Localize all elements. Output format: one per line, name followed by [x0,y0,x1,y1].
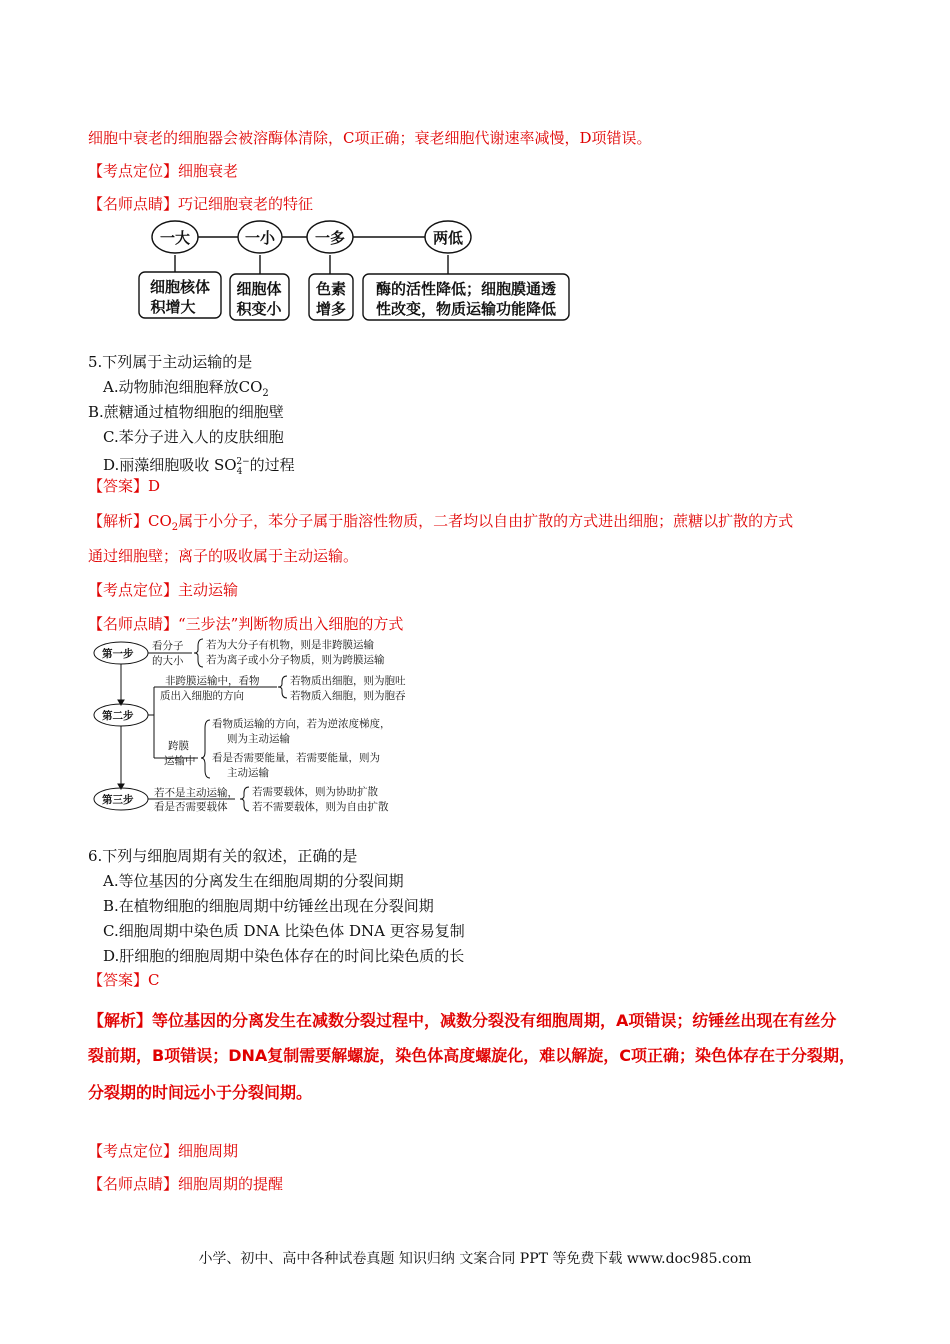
q5-option-c: C.苯分子进入人的皮肤细胞 [103,428,284,446]
svg-text:若物质出细胞，则为胞吐: 若物质出细胞，则为胞吐 [290,675,406,687]
box-cell-line1: 细胞体 [236,280,282,298]
svg-text:若为离子或小分子物质，则为跨膜运输: 若为离子或小分子物质，则为跨膜运输 [206,654,385,666]
q5-mingshi: 【名师点睛】“三步法”判断物质出入细胞的方式 [88,615,404,633]
svg-text:若不需要载体，则为自由扩散: 若不需要载体，则为自由扩散 [252,801,389,813]
step1-label: 第一步 [102,648,134,660]
q5-option-d: D.丽藻细胞吸收 $SO_4^{2-}$的过程 [103,456,295,477]
node-yiduo: 一多 [314,229,346,247]
q6-option-b: B.在植物细胞的细胞周期中纺锤丝出现在分裂间期 [103,897,434,915]
svg-text:看是否需要载体: 看是否需要载体 [154,801,228,813]
svg-text:则为主动运输: 则为主动运输 [227,733,290,745]
svg-text:运输中: 运输中 [164,755,196,767]
box-enzyme-line1: 酶的活性降低；细胞膜通透 [375,280,557,298]
box-nucleus-line2: 积增大 [150,298,196,316]
q6-stem: 6.下列与细胞周期有关的叙述，正确的是 [88,847,358,865]
svg-text:非跨膜运输中，看物: 非跨膜运输中，看物 [165,675,260,687]
step3-label: 第三步 [102,794,134,806]
node-yixiao: 一小 [244,229,276,247]
svg-text:看分子: 看分子 [152,640,184,652]
node-liangdi: 两低 [432,229,464,247]
q6-analysis-line3: 分裂期的时间远小于分裂间期。 [88,1083,313,1102]
analysis-continuation: 细胞中衰老的细胞器会被溶酶体清除，C项正确；衰老细胞代谢速率减慢，D项错误。 [88,129,652,147]
q5-stem: 5.下列属于主动运输的是 [88,353,253,371]
svg-text:若为大分子有机物，则是非跨膜运输: 若为大分子有机物，则是非跨膜运输 [206,639,374,651]
box-cell-line2: 积变小 [236,300,282,318]
three-step-diagram [90,636,440,816]
svg-text:若需要载体，则为协助扩散: 若需要载体，则为协助扩散 [252,786,378,798]
svg-text:若物质入细胞，则为胞吞: 若物质入细胞，则为胞吞 [290,690,406,702]
aging-features-diagram [135,218,580,326]
box-nucleus-line1: 细胞核体 [149,278,211,296]
kaodian-label: 【考点定位】细胞衰老 [88,162,239,180]
mingshi-label: 【名师点睛】巧记细胞衰老的特征 [88,195,314,213]
page-footer: 小学、初中、高中各种试卷真题 知识归纳 文案合同 PPT 等免费下载 www.doc985.com [198,1251,752,1267]
svg-text:质出入细胞的方向: 质出入细胞的方向 [160,690,244,702]
q6-option-d: D.肝细胞的细胞周期中染色体存在的时间比染色质的长 [103,947,465,965]
q6-kaodian: 【考点定位】细胞周期 [88,1142,239,1160]
q5-analysis-line2: 通过细胞壁；离子的吸收属于主动运输。 [88,547,359,565]
box-pigment-line2: 增多 [315,300,347,318]
svg-text:若不是主动运输，: 若不是主动运输， [154,787,238,799]
box-pigment-line1: 色素 [315,280,347,298]
svg-text:看是否需要能量，若需要能量，则为: 看是否需要能量，若需要能量，则为 [212,752,380,764]
q6-answer: 【答案】C [88,971,160,989]
q6-analysis-line2: 裂前期，B项错误；DNA复制需要解螺旋，染色体高度螺旋化，难以解旋，C项正确；染色体存在于分裂期， [88,1046,855,1065]
q6-mingshi: 【名师点睛】细胞周期的提醒 [88,1175,284,1193]
q6-analysis-line1: 【解析】等位基因的分离发生在减数分裂过程中，减数分裂没有细胞周期，A项错误；纺锤丝出现在有丝分 [88,1011,837,1030]
svg-text:的大小: 的大小 [152,655,184,667]
q5-option-b: B.蔗糖通过植物细胞的细胞壁 [88,403,284,421]
q6-option-a: A.等位基因的分离发生在细胞周期的分裂间期 [103,872,404,890]
q6-option-c: C.细胞周期中染色质 DNA 比染色体 DNA 更容易复制 [103,922,465,940]
step2-label: 第二步 [102,710,134,722]
node-yida: 一大 [159,229,191,247]
q5-analysis-line1: 【解析】$CO_2$属于小分子，苯分子属于脂溶性物质，二者均以自由扩散的方式进出细胞；蔗糖以扩散的方式 [88,512,794,533]
svg-text:主动运输: 主动运输 [227,767,269,779]
box-enzyme-line2: 性改变，物质运输功能降低 [375,300,557,318]
q5-answer: 【答案】D [88,477,161,495]
svg-text:看物质运输的方向，若为逆浓度梯度，: 看物质运输的方向，若为逆浓度梯度， [212,718,391,730]
q5-kaodian: 【考点定位】主动运输 [88,581,239,599]
svg-text:跨膜: 跨膜 [168,740,189,752]
q5-option-a: A.动物肺泡细胞释放$CO_2$ [103,378,269,399]
